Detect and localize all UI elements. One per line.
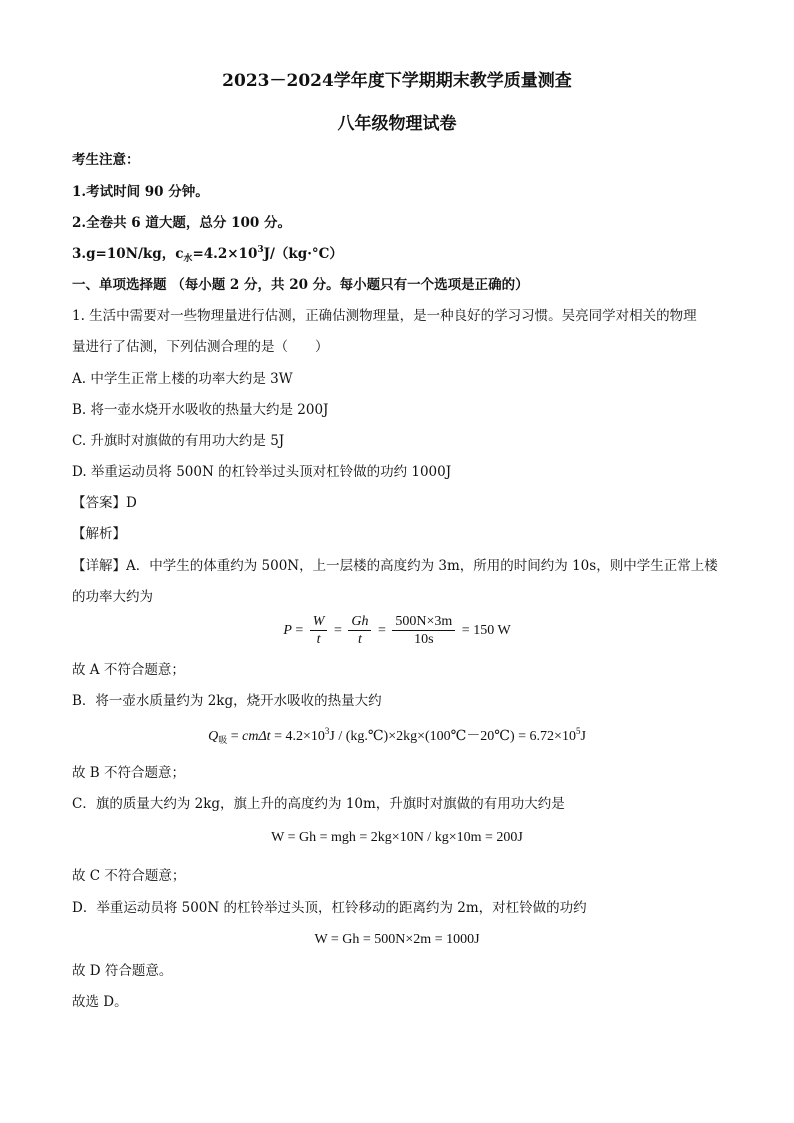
option-a: A. 中学生正常上楼的功率大约是 3W [72, 371, 293, 387]
section-heading: 一、单项选择题 （每小题 2 分，共 20 分。每小题只有一个选项是正确的） [72, 277, 529, 293]
formula-heat: $Q_吸 = cm\Delta t = 4.2\times 10^3J$ / (kg.℃)×2kg×(100℃－20℃) = $6.72\times 10^5J$ [208, 726, 586, 745]
conclusion-d: 故 D 符合题意。 [72, 963, 173, 979]
analysis-label: 【解析】 [72, 526, 126, 542]
formula-work-d: W = Gh = 500N×2m = 1000J [314, 932, 480, 947]
question-stem-line-1: 1. 生活中需要对一些物理量进行估测，正确估测物理量，是一种良好的学习习惯。吴亮同学对相关的物理 [72, 308, 697, 324]
conclusion-a: 故 A 不符合题意； [72, 662, 185, 678]
exam-title: 2023－2024学年度下学期期末教学质量测查 [222, 71, 572, 91]
final-answer: 故选 D。 [72, 994, 128, 1010]
exam-subtitle: 八年级物理试卷 [337, 114, 457, 134]
notice-item-1: 1.考试时间 90 分钟。 [72, 184, 209, 200]
conclusion-c: 故 C 不符合题意； [72, 868, 186, 884]
option-d: D. 举重运动员将 500N 的杠铃举过头顶对杠铃做的功约 1000J [72, 464, 452, 480]
detail-line-2: 的功率大约为 [72, 589, 153, 605]
option-c: C. 升旗时对旗做的有用功大约是 5J [72, 433, 285, 449]
notice-heading: 考生注意： [72, 152, 140, 168]
line-d: D．举重运动员将 500N 的杠铃举过头顶，杠铃移动的距离约为 2m，对杠铃做的功约 [72, 900, 587, 916]
option-b: B. 将一壶水烧开水吸收的热量大约是 200J [72, 402, 329, 418]
detail-line-1: 【详解】A．中学生的体重约为 500N，上一层楼的高度约为 3m，所用的时间约为 10s，则中学生正常上楼 [72, 558, 718, 574]
notice-item-2: 2.全卷共 6 道大题，总分 100 分。 [72, 215, 291, 231]
line-b: B．将一壶水质量约为 2kg，烧开水吸收的热量大约 [72, 693, 382, 709]
question-stem-line-2: 量进行了估测，下列估测合理的是（ ） [72, 339, 329, 355]
formula-work-c: W = Gh = mgh = 2kg×10N / kg×10m = 200J [271, 830, 523, 845]
notice-item-3: 3.g=10N/kg，$c_水=4.2\times 10^3J/(kg\cdot^\circ C)$ [72, 245, 343, 264]
answer-line: 【答案】D [72, 495, 137, 511]
conclusion-b: 故 B 不符合题意； [72, 765, 186, 781]
formula-power: P = $\frac{W}{t}$ = $\frac{Gh}{t}$ = $\frac{500N\times 3m}{10s}$ = 150 W [283, 614, 511, 648]
line-c: C．旗的质量大约为 2kg，旗上升的高度约为 10m，升旗时对旗做的有用功大约是 [72, 796, 565, 812]
